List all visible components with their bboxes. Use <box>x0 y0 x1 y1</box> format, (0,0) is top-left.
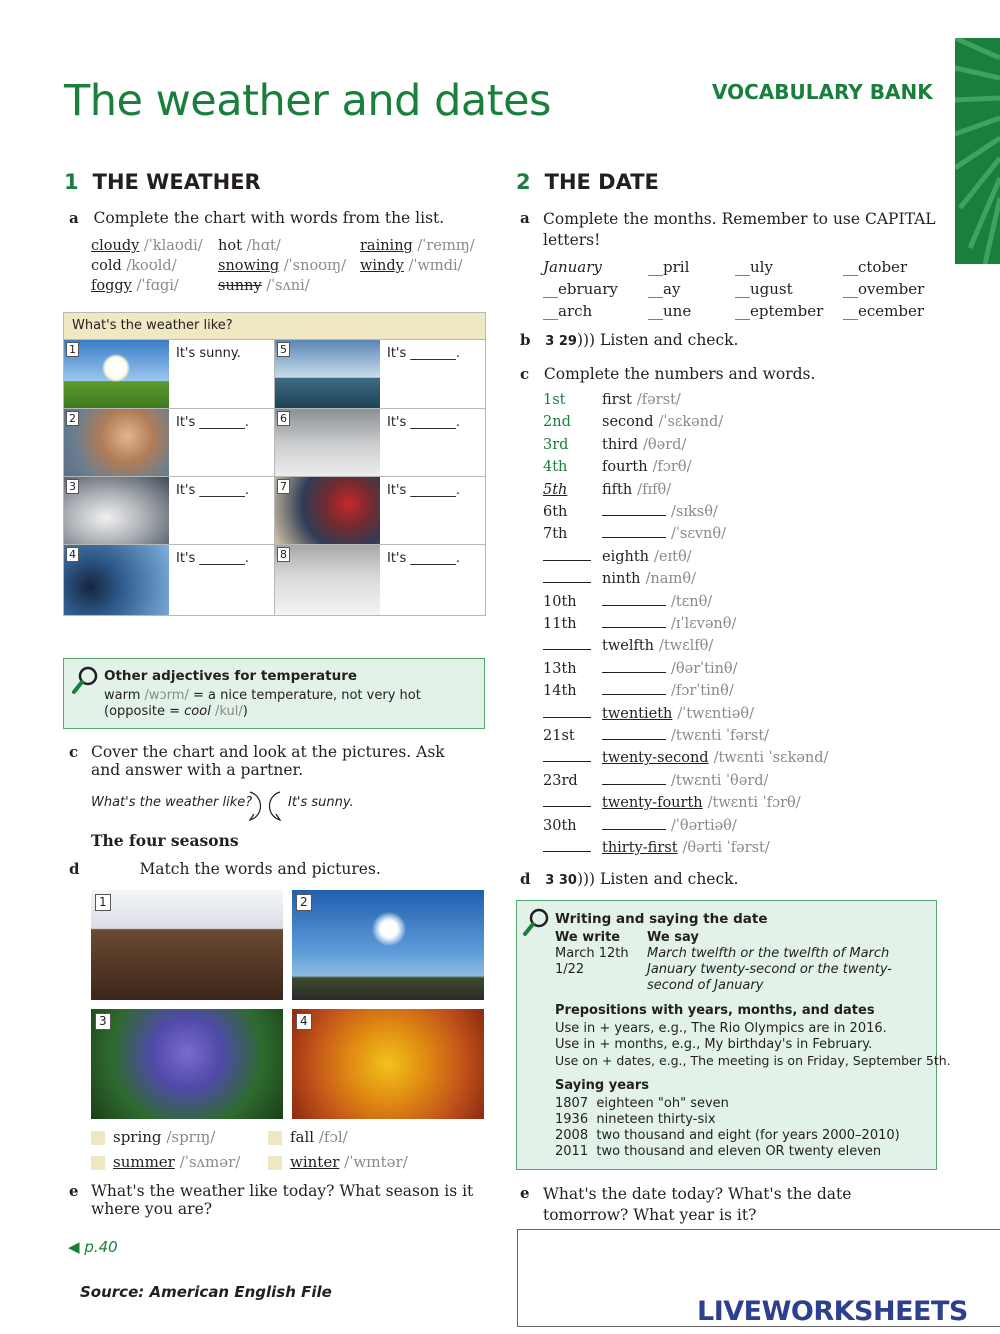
ordinal-number: 6th <box>543 504 568 520</box>
month-5[interactable]: __ay <box>648 280 681 298</box>
number-row <box>543 728 843 748</box>
month-10[interactable]: __ctober <box>843 258 908 276</box>
month-3[interactable]: __arch <box>543 302 593 320</box>
ordinal-blank[interactable] <box>543 571 591 587</box>
magnifier-icon <box>72 665 100 695</box>
answer-input-3[interactable]: It's _______. <box>176 483 250 498</box>
number-row <box>543 482 843 502</box>
word-hot: hot /hɑt/ <box>218 238 281 254</box>
season-summer[interactable]: summer /ˈsʌmər/ <box>91 1153 240 1171</box>
ordinal-word[interactable]: /θərˈtinθ/ <box>602 661 738 677</box>
ordinal-word: twenty-second /twɛnti ˈsɛkənd/ <box>602 750 829 767</box>
word-cold: cold /koʊld/ <box>91 258 177 274</box>
season-picture-4: 4 <box>292 1009 484 1119</box>
date-instruction-b: b 3 29))) Listen and check. <box>520 331 739 349</box>
year-row-2: 1936 nineteen thirty-six <box>555 1112 716 1127</box>
we-say-label: We say <box>647 930 699 945</box>
answer-input-5[interactable]: It's _______. <box>387 346 461 361</box>
ordinal-word: fourth /fɔrθ/ <box>602 459 692 476</box>
seasons-title: The four seasons <box>91 831 239 850</box>
weather-section-heading: 1 THE WEATHER <box>64 170 261 194</box>
adjectives-line-2: (opposite = cool /kul/) <box>104 704 248 719</box>
magnifier-icon <box>523 907 551 937</box>
number-row <box>543 594 843 614</box>
number-row <box>543 571 843 591</box>
audio-icon: ))) <box>576 870 596 888</box>
prep-line-2: Use in + months, e.g., My birthday's in February. <box>555 1037 873 1052</box>
chart-title: What's the weather like? <box>64 313 485 340</box>
month-9[interactable]: __eptember <box>735 302 824 320</box>
month-6[interactable]: __une <box>648 302 692 320</box>
ordinal-word[interactable]: /twɛnti ˈθərd/ <box>602 773 768 789</box>
season-winter[interactable]: winter /ˈwɪntər/ <box>268 1153 408 1171</box>
ordinal-number: 5th <box>543 481 568 498</box>
ordinal-number: 4th <box>543 459 568 476</box>
windy-picture <box>275 340 380 408</box>
answer-input-6[interactable]: It's _______. <box>387 415 461 430</box>
ordinal-blank[interactable] <box>543 706 591 722</box>
ordinal-number: 14th <box>543 683 577 700</box>
ordinal-blank[interactable] <box>543 549 591 565</box>
chart-cell-4: 4 It's _______. <box>64 544 274 615</box>
number-row <box>543 414 843 434</box>
season-picture-2: 2 <box>292 890 484 1000</box>
number-row <box>543 773 843 793</box>
season-picture-1: 1 <box>91 890 283 1000</box>
month-1[interactable]: January <box>543 258 602 276</box>
month-12[interactable]: __ecember <box>843 302 925 320</box>
ordinal-word[interactable]: /fɔrˈtinθ/ <box>602 683 734 699</box>
word-cloudy: cloudy /ˈklaʊdi/ <box>91 238 203 254</box>
ordinal-number: 13th <box>543 660 577 677</box>
number-row <box>543 661 843 681</box>
liveworksheets-logo: LIVEWORKSHEETS <box>697 1296 968 1327</box>
audio-track-badge[interactable]: 3 30 <box>545 873 577 888</box>
box-title: Writing and saying the date <box>555 911 768 927</box>
chart-cell-8: 8 It's _______. <box>275 544 485 615</box>
number-row <box>543 549 843 569</box>
ordinal-number: 2nd <box>543 414 571 431</box>
number-row <box>543 526 843 546</box>
chart-cell-6: 6 It's _______. <box>275 408 485 477</box>
number-row <box>543 459 843 479</box>
adjectives-box <box>63 658 485 729</box>
number-row <box>543 437 843 457</box>
ordinal-number: 11th <box>543 616 577 632</box>
weather-instruction-a: a Complete the chart with words from the list. <box>69 209 445 227</box>
number-row <box>543 504 843 524</box>
arrow-left-icon: ◀ <box>68 1238 80 1256</box>
raining-picture <box>64 545 169 615</box>
ordinal-word[interactable]: /tɛnθ/ <box>602 594 712 610</box>
year-row-4: 2011 two thousand and eleven OR twenty eleven <box>555 1144 882 1159</box>
number-row <box>543 706 843 726</box>
year-row-3: 2008 two thousand and eight (for years 2000–2010) <box>555 1128 900 1143</box>
audio-icon: ))) <box>576 331 596 349</box>
number-row <box>543 840 843 860</box>
date-section-heading: 2 THE DATE <box>516 170 659 194</box>
ordinal-word: thirty-first /θərti ˈfərst/ <box>602 840 770 856</box>
date-instruction-a: a Complete the months. Remember to use CAPITAL letters! <box>520 209 936 249</box>
ordinal-word: third /θərd/ <box>602 436 687 453</box>
dialogue-question: What's the weather like? <box>91 795 253 810</box>
answer-input-7[interactable]: It's _______. <box>387 483 461 498</box>
write-row-2: 1/22 <box>555 962 585 977</box>
ordinal-number: 30th <box>543 817 577 834</box>
ordinal-word[interactable]: /twɛnti ˈfərst/ <box>602 728 769 744</box>
checkbox-icon <box>268 1156 282 1170</box>
ordinal-word: twenty-fourth /twɛnti ˈfɔrθ/ <box>602 795 801 812</box>
hot-picture <box>64 409 169 477</box>
ordinal-word: eighth /eɪtθ/ <box>602 548 692 565</box>
month-8[interactable]: __ugust <box>735 280 793 298</box>
writing-dates-box <box>516 900 951 1170</box>
ordinal-number: 21st <box>543 728 575 744</box>
ordinal-blank[interactable] <box>543 638 591 654</box>
ordinal-word[interactable]: /sɪksθ/ <box>602 504 718 520</box>
chart-cell-7: 7 It's _______. <box>275 476 485 545</box>
month-11[interactable]: __ovember <box>843 280 925 298</box>
ordinal-blank[interactable] <box>543 840 591 856</box>
weather-instruction-e: e What's the weather like today? What season is it where you are? <box>69 1182 474 1218</box>
chart-cell-2: 2 It's _______. <box>64 408 274 477</box>
corner-decoration <box>955 38 1000 264</box>
cloudy-picture <box>64 477 169 545</box>
year-row-1: 1807 eighteen "oh" seven <box>555 1096 729 1111</box>
weather-instruction-d: d Match the words and pictures. <box>69 860 381 878</box>
number-row <box>543 683 843 703</box>
adjectives-line-1: warm /wɔrm/ = a nice temperature, not very hot <box>104 688 421 703</box>
ordinal-word[interactable]: /ɪˈlɛvənθ/ <box>602 616 736 632</box>
page-title: The weather and dates <box>64 76 551 126</box>
ordinal-number: 1st <box>543 392 566 408</box>
ordinal-word: twelfth /twɛlfθ/ <box>602 638 714 655</box>
answer-input-2[interactable]: It's _______. <box>176 415 250 430</box>
number-row <box>543 638 843 658</box>
number-row <box>543 750 843 770</box>
say-row-2: January twenty-second or the twenty-second of January <box>647 962 892 993</box>
word-foggy: foggy /ˈfɑgi/ <box>91 278 179 294</box>
word-snowing: snowing /ˈsnoʊɪŋ/ <box>218 258 347 274</box>
page-reference: ◀ p.40 <box>68 1238 118 1256</box>
ordinal-number: 7th <box>543 526 568 543</box>
foggy-picture <box>275 409 380 477</box>
number-row <box>543 818 843 838</box>
weather-instruction-c: c Cover the chart and look at the pictures. Ask and answer with a partner. <box>69 743 445 779</box>
ordinal-word: ninth /naɪnθ/ <box>602 571 696 588</box>
ordinal-word: fifth /fɪfθ/ <box>602 481 672 498</box>
season-fall[interactable]: fall /fɔl/ <box>268 1128 348 1146</box>
years-title: Saying years <box>555 1078 649 1093</box>
word-windy: windy /ˈwɪndi/ <box>360 258 463 274</box>
month-7[interactable]: __uly <box>735 258 773 276</box>
date-instruction-c: c Complete the numbers and words. <box>520 365 816 383</box>
chart-cell-3: 3 It's _______. <box>64 476 274 545</box>
vocabulary-bank-label: VOCABULARY BANK <box>712 80 933 104</box>
prep-line-1: Use in + years, e.g., The Rio Olympics are in 2016. <box>555 1021 887 1036</box>
checkbox-icon <box>91 1156 105 1170</box>
ordinal-word[interactable]: /ˈθərtiəθ/ <box>602 818 737 834</box>
ordinal-word: first /fərst/ <box>602 392 681 408</box>
chart-cell-5: 5 It's _______. <box>275 340 485 408</box>
season-picture-3: 3 <box>91 1009 283 1119</box>
ordinal-number: 3rd <box>543 436 569 453</box>
chart-cell-1: 1 It's sunny. <box>64 340 274 408</box>
ordinal-number: 10th <box>543 593 577 610</box>
number-row <box>543 616 843 636</box>
write-row-1: March 12th <box>555 946 629 961</box>
adjectives-title: Other adjectives for temperature <box>104 668 358 684</box>
checkbox-icon <box>91 1131 105 1145</box>
ordinal-word: second /ˈsɛkənd/ <box>602 414 724 431</box>
season-spring[interactable]: spring /sprɪŋ/ <box>91 1128 215 1146</box>
snowing-picture <box>275 545 380 615</box>
date-instruction-e: e What's the date today? What's the date tomorrow? What year is it? <box>520 1184 852 1224</box>
we-write-label: We write <box>555 930 621 945</box>
ordinal-word[interactable]: /ˈsɛvnθ/ <box>602 526 726 542</box>
cold-picture <box>275 477 380 545</box>
ordinal-blank[interactable] <box>543 750 591 766</box>
ordinal-word: twentieth /ˈtwɛntiəθ/ <box>602 705 754 722</box>
audio-track-badge[interactable]: 3 29 <box>545 334 577 349</box>
month-2[interactable]: __ebruary <box>543 280 618 298</box>
say-row-1: March twelfth or the twelfth of March <box>647 946 890 961</box>
prep-line-3: Use on + dates, e.g., The meeting is on Friday, September 5th. <box>555 1053 951 1068</box>
word-raining: raining /ˈreɪnɪŋ/ <box>360 238 475 254</box>
month-4[interactable]: __pril <box>648 258 690 276</box>
sunny-picture <box>64 340 169 408</box>
number-row <box>543 795 843 815</box>
number-row <box>543 392 843 412</box>
word-sunny: sunny /ˈsʌni/ <box>218 278 310 294</box>
ordinal-blank[interactable] <box>543 795 591 811</box>
checkbox-icon <box>268 1131 282 1145</box>
answer-input-8[interactable]: It's _______. <box>387 551 461 566</box>
dialogue-answer: It's sunny. <box>288 795 354 810</box>
weather-chart <box>63 312 486 616</box>
source-credit: Source: American English File <box>80 1283 332 1301</box>
ordinal-number: 23rd <box>543 772 578 789</box>
answer-input-4[interactable]: It's _______. <box>176 551 250 566</box>
prepositions-title: Prepositions with years, months, and dates <box>555 1003 875 1018</box>
speech-bubbles-icon <box>240 790 290 824</box>
date-instruction-d: d 3 30))) Listen and check. <box>520 870 739 888</box>
